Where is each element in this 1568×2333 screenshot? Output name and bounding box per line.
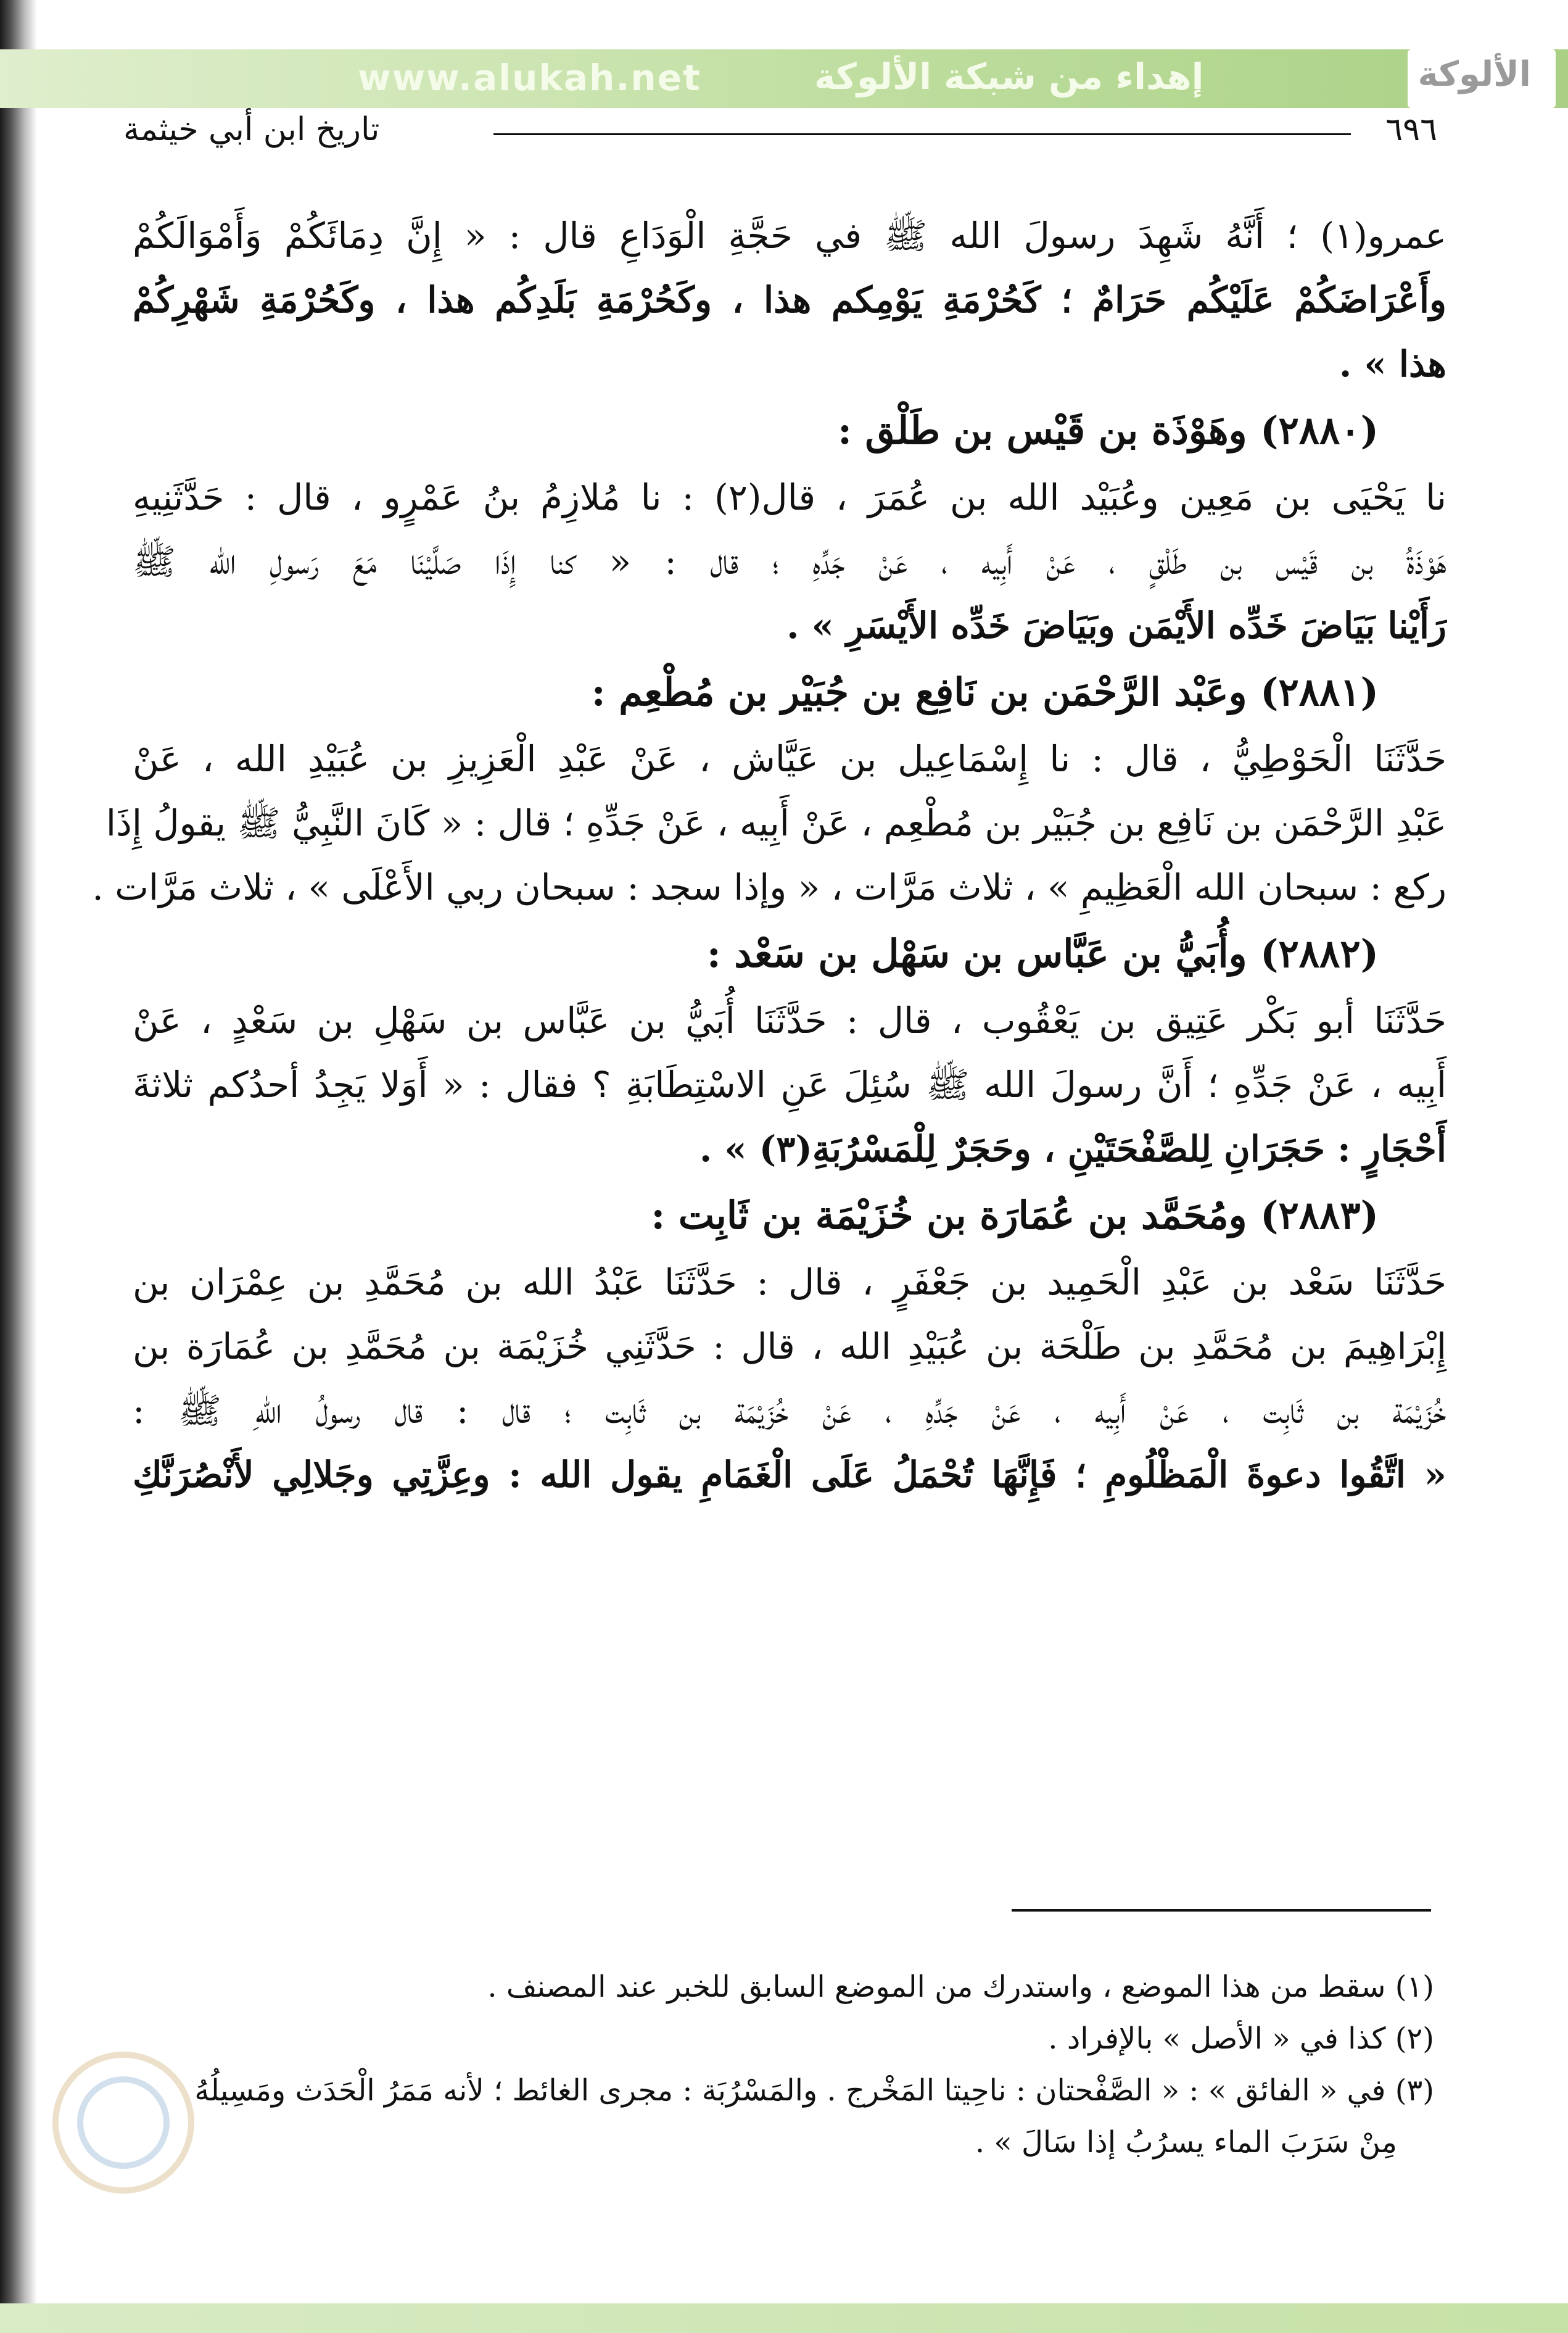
book-title: تاريخ ابن أبي خيثمة bbox=[123, 111, 380, 148]
text-line: ركع : سبحان الله الْعَظِيمِ » ، ثلاث مَرَّات ، « وإذا سجد : سبحان ربي الأَعْلَى » ، ثلاث مَرَّات . bbox=[92, 866, 1446, 908]
text-line: حَدَّثَنَا سَعْد بن عَبْدِ الْحَمِيد بن جَعْفَرٍ ، قال : حَدَّثَنَا عَبْدُ الله بن مُحَمَّدِ بن عِمْرَان بن bbox=[133, 1261, 1446, 1303]
running-header bbox=[123, 111, 1437, 154]
footnote-3: (٣) في « الفائق » : « الصَّفْحتان : ناحِيتا المَخْرج . والمَسْرُبَة : مجرى الغائط ؛ لأنه مَمَرُ الْحَدَث ومَسِيلُهُ bbox=[194, 2073, 1434, 2108]
alukah-logo bbox=[1408, 49, 1556, 108]
text-line: عَبْدِ الرَّحْمَن بن نَافِع بن جُبَيْر بن مُطْعِم ، عَنْ أَبِيه ، عَنْ جَدِّهِ ؛ قال : « كَانَ النَّبِيُّ ﷺ يقولُ إِذَا bbox=[105, 802, 1446, 844]
text-line: خُزَيْمَة بن ثَابِت ، عَنْ أَبِيه ، عَنْ جَدِّهِ ، عَنْ خُزَيْمَة بن ثَابِت ؛ قال : قال رسولُ اللهِ ﷺ : bbox=[133, 1390, 1446, 1432]
entry-heading-2881: (٢٨٨١) وعَبْد الرَّحْمَن بن نَافِع بن جُبَيْر بن مُطْعِم : bbox=[591, 669, 1379, 715]
scan-edge-shadow bbox=[0, 0, 37, 2333]
footnote-rule bbox=[1012, 1909, 1431, 1912]
text-line: « اتَّقُوا دعوةَ الْمَظْلُومِ ؛ فَإِنَّهَا تُحْمَلُ عَلَى الْغَمَامِ يقول الله : وعِزَّتِي وجَلالِي لأَنْصُرَنَّكِ bbox=[133, 1454, 1446, 1496]
entry-heading-2883: (٢٨٨٣) ومُحَمَّد بن عُمَارَة بن خُزَيْمَة بن ثَابِت : bbox=[651, 1193, 1379, 1238]
page-number: ٦٩٦ bbox=[1385, 111, 1437, 148]
text-line: أَبِيه ، عَنْ جَدِّهِ ؛ أَنَّ رسولَ الله ﷺ سُئِلَ عَنِ الاسْتِطَابَةِ ؟ فقال : « أَوَلا يَجِدُ أحدُكم ثلاثةَ bbox=[133, 1064, 1446, 1106]
footnote-1: (١) سقط من هذا الموضع ، واستدرك من الموضع السابق للخبر عند المصنف . bbox=[487, 1970, 1434, 2004]
banner-url[interactable]: www.alukah.net bbox=[358, 57, 701, 99]
footnote-2: (٢) كذا في « الأصل » بالإفراد . bbox=[1048, 2021, 1434, 2056]
text-line: حَدَّثَنَا أبو بَكْر عَتِيق بن يَعْقُوب ، قال : حَدَّثَنَا أُبَيُّ بن عَبَّاس بن سَهْلِ بن سَعْدٍ ، عَنْ bbox=[133, 1000, 1446, 1042]
entry-heading-2882: (٢٨٨٢) وأُبَيُّ بن عَبَّاس بن سَهْل بن سَعْد : bbox=[706, 931, 1379, 976]
text-line: هَوْذَةُ بن قَيْس بن طَلْقٍ ، عَنْ أَبِيه ، عَنْ جَدِّهِ ؛ قال : « كنا إِذَا صَلَّيْنَا مَعَ رَسولِ الله ﷺ bbox=[133, 541, 1446, 582]
watermark-icon bbox=[43, 2030, 204, 2215]
footnote-3-continued: مِنْ سَرَبَ الماء يسرُبُ إذا سَالَ » . bbox=[975, 2125, 1397, 2160]
text-line: إِبْرَاهِيمَ بن مُحَمَّدِ بن طَلْحَة بن عُبَيْدِ الله ، قال : حَدَّثَنِي خُزَيْمَة بن مُحَمَّدِ بن عُمَارَة بن bbox=[133, 1325, 1446, 1367]
entry-heading-2880: (٢٨٨٠) وهَوْذَة بن قَيْس بن طَلْق : bbox=[838, 408, 1379, 453]
footnotes bbox=[133, 1961, 1434, 2168]
bottom-banner bbox=[0, 2303, 1568, 2333]
header-rule bbox=[493, 133, 1351, 135]
source-banner bbox=[0, 49, 1568, 108]
logo-text: الألوكة bbox=[1417, 54, 1531, 94]
text-line: حَدَّثَنَا الْحَوْطِيُّ ، قال : نا إِسْمَاعِيل بن عَيَّاش ، عَنْ عَبْدِ الْعَزِيزِ بن عُبَيْدِ الله ، عَنْ bbox=[133, 738, 1446, 780]
text-line: وأَعْرَاضَكُمْ عَلَيْكُم حَرَامٌ ؛ كَحُرْمَةِ يَوْمِكم هذا ، وكَحُرْمَةِ بَلَدِكُم هذا ، وكَحُرْمَةِ شَهْرِكُمْ bbox=[133, 279, 1446, 321]
text-line: هذا » . bbox=[1339, 343, 1446, 385]
text-line: عمرو(١) ؛ أَنَّهُ شَهِدَ رسولَ الله ﷺ في حَجَّةِ الْوَدَاعِ قال : « إِنَّ دِمَائَكُمْ وَأَمْوَالَكُمْ bbox=[133, 215, 1446, 257]
banner-gift-text: إهداء من شبكة الألوكة bbox=[814, 56, 1204, 97]
text-line: أَحْجَارٍ : حَجَرَانِ لِلصَّفْحَتَيْنِ ، وحَجَرٌ لِلْمَسْرُبَةِ(٣) » . bbox=[699, 1128, 1446, 1170]
main-text bbox=[92, 204, 1446, 1507]
text-line: نا يَحْيَى بن مَعِين وعُبَيْد الله بن عُمَرَ ، قال(٢) : نا مُلازِمُ بنُ عَمْرٍو ، قال : حَدَّثَنِيهِ bbox=[133, 476, 1446, 518]
text-line: رَأَيْنا بَيَاضَ خَدِّه الأَيْمَن وبَيَاضَ خَدِّه الأَيْسَرِ » . bbox=[786, 605, 1446, 647]
